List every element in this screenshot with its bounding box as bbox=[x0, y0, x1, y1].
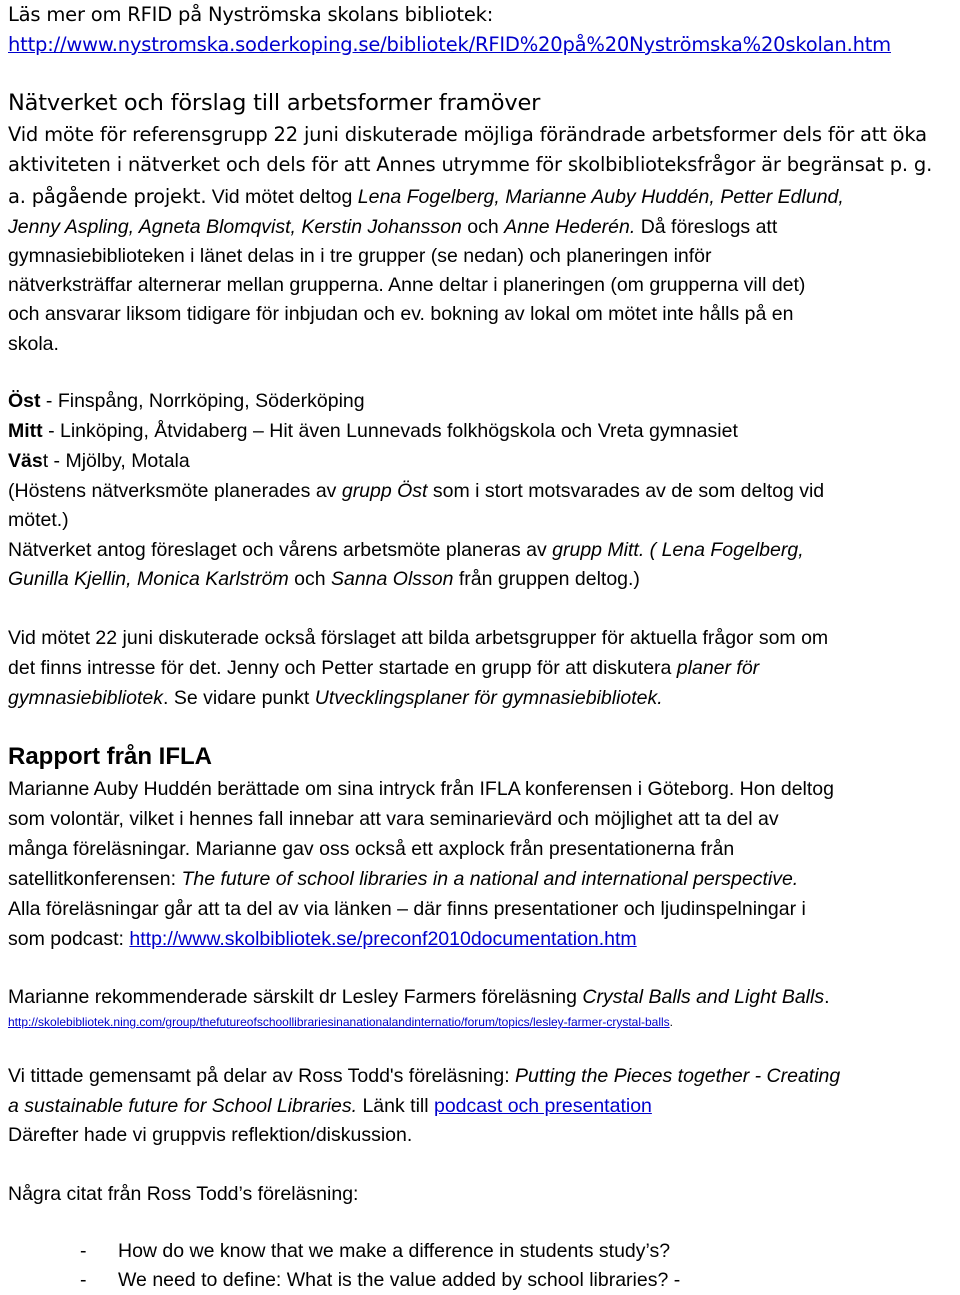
text-run: och bbox=[461, 216, 505, 238]
podcast-link[interactable]: podcast och presentation bbox=[433, 1095, 652, 1117]
group-label: Öst bbox=[8, 390, 41, 412]
group-ost bbox=[8, 386, 365, 416]
groups-note-line bbox=[8, 564, 640, 594]
ifla-line bbox=[8, 982, 830, 1012]
groups-note-line bbox=[8, 476, 824, 506]
network-para-line: gymnasiebiblioteken i länet delas in i tre grupper (se nedan) och planeringen inför bbox=[8, 245, 712, 267]
ifla-small-line bbox=[8, 1014, 673, 1030]
participant-name: Anne Hederén. bbox=[504, 216, 636, 238]
text-run: Vid mötet deltog bbox=[206, 186, 358, 208]
text-run: Utvecklingsplaner för gymnasiebibliotek. bbox=[314, 687, 663, 709]
rfid-intro: Läs mer om RFID på Nyströmska skolans bibliotek: bbox=[8, 3, 494, 26]
text-run: grupp Öst bbox=[341, 480, 428, 502]
ifla-line bbox=[8, 1061, 840, 1091]
text-run: . Se vidare punkt bbox=[163, 687, 315, 709]
skolbibliotek-link[interactable]: http://www.skolbibliotek.se/preconf2010documentation.htm bbox=[129, 928, 637, 950]
ifla-line bbox=[8, 1091, 652, 1121]
text-run: . bbox=[824, 986, 830, 1008]
text-run: a. pågående projekt. bbox=[8, 185, 207, 208]
workgroups-line bbox=[8, 653, 759, 683]
network-para-line: nätverksträffar alternerar mellan grupperna. Anne deltar i planeringen (om grupperna vill det) bbox=[8, 274, 806, 296]
text-run: och bbox=[288, 568, 331, 590]
network-para-line: och ansvarar liksom tidigare för inbjudan och ev. bokning av lokal om mötet inte hålls på en bbox=[8, 303, 794, 325]
workgroups-line: Vid mötet 22 juni diskuterade också förslaget att bilda arbetsgrupper för aktuella frågor som om bbox=[8, 627, 829, 649]
network-para-line: Vid möte för referensgrupp 22 juni diskuterade möjliga förändrade arbetsformer dels för att öka bbox=[8, 123, 927, 146]
network-heading: Nätverket och förslag till arbetsformer framöver bbox=[8, 90, 541, 116]
network-para-line bbox=[8, 182, 844, 212]
group-members: - Mjölby, Motala bbox=[48, 450, 190, 472]
text-run: gymnasiebibliotek bbox=[8, 687, 164, 709]
ifla-line bbox=[8, 924, 637, 954]
text-run: Länk till bbox=[357, 1095, 434, 1117]
bullet-dash: - bbox=[80, 1269, 87, 1291]
text-run: Crystal Balls and Light Balls bbox=[582, 986, 825, 1008]
rfid-link-line bbox=[8, 30, 891, 60]
group-members: - Finspång, Norrköping, Söderköping bbox=[40, 390, 365, 412]
text-run: som i stort motsvarades av de som deltog vid bbox=[427, 480, 825, 502]
ifla-heading: Rapport från IFLA bbox=[8, 743, 212, 770]
text-run: Putting the Pieces together - Creating bbox=[515, 1065, 841, 1087]
text-run: . bbox=[669, 1015, 674, 1029]
quote-item: How do we know that we make a difference in students study’s? bbox=[118, 1240, 671, 1262]
ifla-line: som volontär, vilket i hennes fall innebar att vara seminarievärd och möjlighet att ta del av bbox=[8, 808, 779, 830]
rfid-link[interactable]: http://www.nystromska.soderkoping.se/bibliotek/RFID%20på%20Nyströmska%20skolan.htm bbox=[8, 33, 891, 56]
text-run: planer för bbox=[676, 657, 760, 679]
ifla-line: Några citat från Ross Todd’s föreläsning: bbox=[8, 1183, 359, 1205]
group-mitt bbox=[8, 416, 738, 446]
network-para-line bbox=[8, 212, 777, 242]
text-run: det finns intresse för det. Jenny och Petter startade en grupp för att diskutera bbox=[8, 657, 677, 679]
group-label: Väs bbox=[8, 450, 43, 472]
ifla-line: Marianne Auby Huddén berättade om sina intryck från IFLA konferensen i Göteborg. Hon deltog bbox=[8, 778, 834, 800]
bullet-dash: - bbox=[80, 1240, 87, 1262]
ifla-line: Därefter hade vi gruppvis reflektion/diskussion. bbox=[8, 1124, 413, 1146]
text-run: Sanna Olsson bbox=[330, 568, 454, 590]
text-run: Nätverket antog föreslaget och vårens arbetsmöte planeras av bbox=[8, 539, 553, 561]
participants-names: Lena Fogelberg, Marianne Auby Huddén, Petter Edlund, bbox=[357, 186, 844, 208]
participants-names: Jenny Aspling, Agneta Blomqvist, Kerstin Johansson bbox=[8, 216, 462, 238]
ifla-line: Alla föreläsningar går att ta del av via länken – där finns presentationer och ljudinspelningar i bbox=[8, 898, 806, 920]
text-run: a sustainable future for School Libraries. bbox=[8, 1095, 358, 1117]
text-run: från gruppen deltog.) bbox=[453, 568, 640, 590]
group-label: Mitt bbox=[8, 420, 43, 442]
dash: – bbox=[252, 420, 264, 442]
text-run: som podcast: bbox=[8, 928, 130, 950]
text-run: Vi tittade gemensamt på delar av Ross Todd's föreläsning: bbox=[8, 1065, 516, 1087]
group-label-rest: t bbox=[42, 450, 49, 472]
group-members: - Linköping, Åtvidaberg bbox=[42, 420, 253, 442]
quote-item: We need to define: What is the value added by school libraries? - bbox=[118, 1269, 681, 1291]
text-run: satellitkonferensen: bbox=[8, 868, 182, 890]
text-run: Då föreslogs att bbox=[635, 216, 778, 238]
ifla-line bbox=[8, 864, 798, 894]
groups-note-line: mötet.) bbox=[8, 509, 69, 531]
text-run: (Höstens nätverksmöte planerades av bbox=[8, 480, 342, 502]
group-note: Hit även Lunnevads folkhögskola och Vreta gymnasiet bbox=[263, 420, 738, 442]
workgroups-line bbox=[8, 683, 663, 713]
text-run: The future of school libraries in a national and international perspective. bbox=[181, 868, 799, 890]
group-vast bbox=[8, 446, 190, 476]
ning-link[interactable]: http://skolebibliotek.ning.com/group/thefutureofschoollibrariesinanationalandinternatio/forum/topics/lesley-farmer-crystal-balls bbox=[8, 1015, 670, 1029]
groups-note-line bbox=[8, 535, 804, 565]
text-run: Marianne rekommenderade särskilt dr Lesley Farmers föreläsning bbox=[8, 986, 583, 1008]
text-run: Gunilla Kjellin, Monica Karlström bbox=[8, 568, 289, 590]
network-para-line: skola. bbox=[8, 333, 59, 355]
network-para-line: aktiviteten i nätverket och dels för att Annes utrymme för skolbiblioteksfrågor är begränsat p. g. bbox=[8, 153, 933, 176]
text-run: grupp Mitt. ( Lena Fogelberg, bbox=[552, 539, 804, 561]
ifla-line: många föreläsningar. Marianne gav oss också ett axplock från presentationerna från bbox=[8, 838, 735, 860]
